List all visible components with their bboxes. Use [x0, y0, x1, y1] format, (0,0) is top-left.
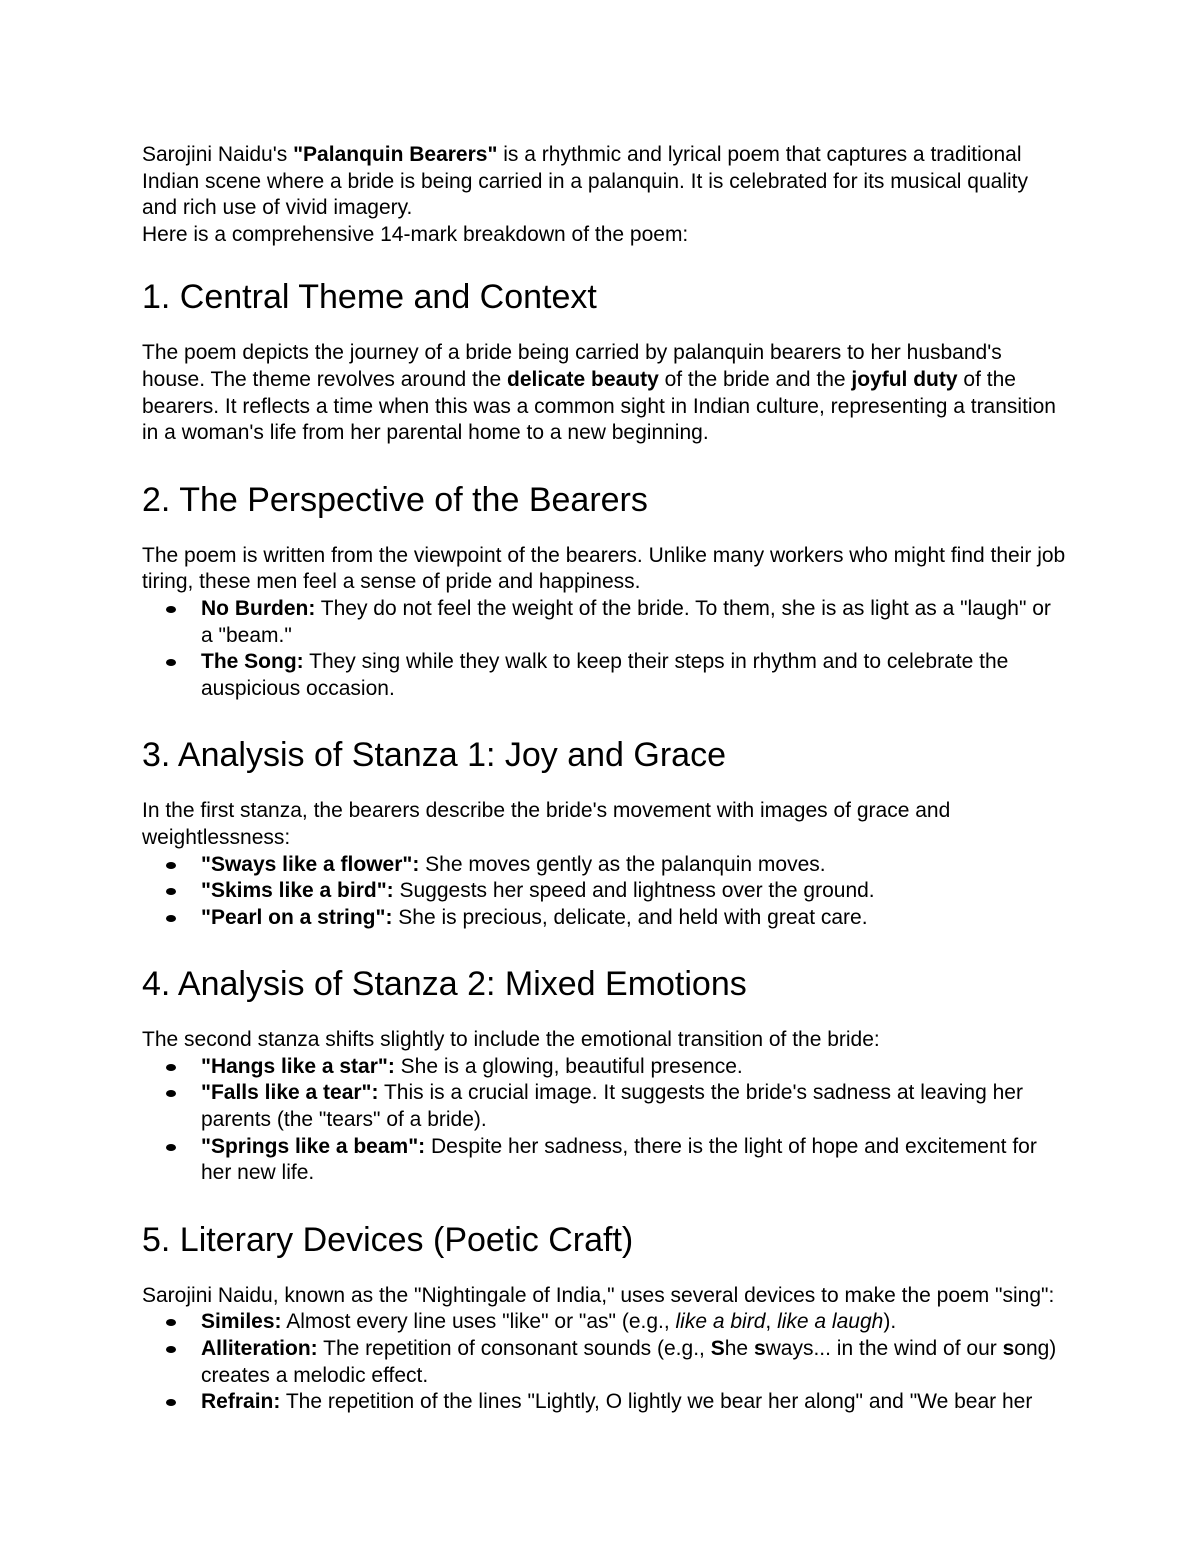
bullet-list	[142, 596, 1067, 702]
text-run: The poem depicts the journey of a bride being carried by palanquin bearers to her husband's house. The theme revolves around the	[142, 341, 1002, 391]
bold-term: The Song:	[201, 650, 304, 674]
section-heading: 5. Literary Devices (Poetic Craft)	[142, 1220, 634, 1259]
bullet-icon	[166, 1399, 176, 1406]
list-item	[142, 649, 1067, 702]
italic-example: like a laugh	[777, 1310, 884, 1334]
bold-term: "Falls like a tear":	[201, 1081, 379, 1105]
bold-term: "Pearl on a string":	[201, 905, 393, 929]
text-run: ways... in the wind of our	[765, 1337, 1003, 1361]
text-run: The repetition of the lines "Lightly, O lightly we bear her along" and "We bear her	[280, 1390, 1033, 1414]
section-paragraph: The poem is written from the viewpoint of the bearers. Unlike many workers who might find their job tiring, these men feel a sense of pride and happiness.	[142, 543, 1066, 594]
text-run: They sing while they walk to keep their steps in rhythm and to celebrate the auspicious occasion.	[201, 650, 1009, 700]
text-run: This is a crucial image. It suggests the bride's sadness at leaving her parents (the "tears" of a bride).	[201, 1081, 1023, 1132]
bullet-icon	[166, 659, 176, 666]
bullet-icon	[166, 1346, 176, 1353]
list-item	[142, 852, 1067, 879]
list-item	[142, 878, 1067, 905]
intro-paragraph	[142, 142, 1067, 222]
intro-text: Sarojini Naidu's	[142, 143, 294, 166]
bold-letter: s	[753, 1337, 766, 1361]
bullet-icon	[166, 1064, 176, 1071]
bullet-icon	[166, 1144, 176, 1151]
bullet-icon	[166, 888, 176, 895]
list-item	[142, 1054, 1067, 1081]
poem-title: "Palanquin Bearers"	[293, 143, 498, 166]
list-item	[142, 1336, 1067, 1389]
section-paragraph: In the first stanza, the bearers describe the bride's movement with images of grace and weightlessness:	[142, 799, 951, 849]
intro	[142, 142, 1067, 248]
section-paragraph	[142, 340, 1067, 446]
bold-term: "Springs like a beam":	[201, 1134, 426, 1158]
list-item	[142, 1389, 1067, 1416]
text-run: Suggests her speed and lightness over the ground.	[393, 879, 875, 903]
text-run: he	[724, 1337, 754, 1361]
bullet-icon	[166, 1090, 176, 1097]
text-run: ong) creates a melodic effect.	[201, 1337, 1057, 1387]
bullet-icon	[166, 606, 176, 613]
list-item	[142, 905, 1067, 932]
text-run: Despite her sadness, there is the light of hope and excitement for her new life.	[201, 1134, 1037, 1185]
bold-term: "Hangs like a star":	[201, 1054, 395, 1078]
text-run: ,	[765, 1310, 778, 1334]
bold-letter: S	[710, 1337, 725, 1361]
section-heading: 2. The Perspective of the Bearers	[142, 480, 648, 519]
bold-letter: s	[1002, 1337, 1015, 1361]
text-run: She moves gently as the palanquin moves.	[419, 852, 826, 876]
section-paragraph: Sarojini Naidu, known as the "Nightingale of India," uses several devices to make the poem "sing":	[142, 1283, 1055, 1307]
document-page	[142, 142, 1067, 1416]
text-run: ).	[883, 1310, 897, 1334]
text-run: She is a glowing, beautiful presence.	[394, 1054, 743, 1078]
text-run: of the bride and the	[658, 367, 852, 391]
bullet-list	[142, 1054, 1067, 1187]
bold-term: Refrain:	[201, 1390, 281, 1414]
list-item	[142, 1134, 1067, 1187]
section-heading: 4. Analysis of Stanza 2: Mixed Emotions	[142, 965, 747, 1004]
bold-term: No Burden:	[201, 596, 316, 620]
bullet-icon	[166, 1319, 176, 1326]
bold-term: Alliteration:	[201, 1337, 318, 1361]
text-run: Almost every line uses "like" or "as" (e.g.,	[281, 1310, 676, 1334]
text-run: She is precious, delicate, and held with great care.	[392, 905, 868, 929]
intro-breakdown-line: Here is a comprehensive 14-mark breakdown of the poem:	[142, 222, 689, 246]
bold-term: "Skims like a bird":	[201, 879, 394, 903]
list-item	[142, 1309, 1067, 1336]
text-run: The repetition of consonant sounds (e.g.,	[317, 1337, 711, 1361]
bullet-icon	[166, 915, 176, 922]
bold-term: "Sways like a flower":	[201, 852, 420, 876]
text-run: of the bearers. It reflects a time when this was a common sight in Indian culture, representing a transition in a woman's life from her parental home to a new beginning.	[142, 367, 1056, 445]
bold-term: Similes:	[201, 1310, 282, 1334]
bold-term: joyful duty	[851, 367, 958, 391]
text-run: They do not feel the weight of the bride. To them, she is as light as a "laugh" or a "beam."	[201, 596, 1051, 647]
intro-text: is a rhythmic and lyrical poem that captures a traditional Indian scene where a bride is being carried in a palanquin. It is celebrated for its musical quality and rich use of vivid imagery.	[142, 143, 1028, 220]
section-heading: 3. Analysis of Stanza 1: Joy and Grace	[142, 736, 726, 775]
italic-example: like a bird	[675, 1310, 766, 1334]
list-item	[142, 596, 1067, 649]
bold-term: delicate beauty	[507, 367, 659, 391]
section-paragraph: The second stanza shifts slightly to include the emotional transition of the bride:	[142, 1028, 880, 1052]
bullet-list	[142, 852, 1067, 932]
bullet-icon	[166, 862, 176, 869]
section-heading: 1. Central Theme and Context	[142, 278, 597, 317]
bullet-list	[142, 1309, 1067, 1415]
list-item	[142, 1080, 1067, 1133]
